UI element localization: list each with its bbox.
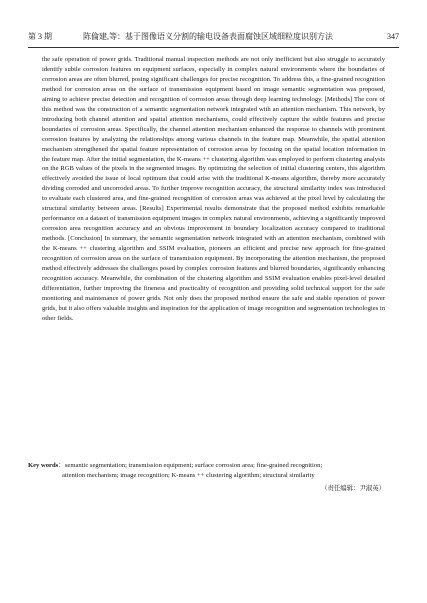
running-header [28,30,399,44]
header-rule [28,47,399,48]
responsible-editor: （责任编辑：尹淑英） [321,485,385,492]
abstract-body: the safe operation of power grids. Traditional manual inspection methods are not only inefficient but also struggle to accurately identify subtle corrosion features on equipment surfaces, especially in complex natural environments where the boundaries of corrosion areas are often blurred, posing significant challenges for precise recognition. To address this, a fine-grained recognition method for corrosion areas on the surface of transmission equipment based on image semantic segmentation was proposed, aiming to achieve precise detection and recognition of corrosion areas through deep learning technology. [Methods] The core of this method was the construction of a semantic segmentation network integrated with an attention mechanism. This network, by introducing both channel attention and spatial attention mechanisms, could effectively capture the subtle features and precise boundaries of corrosion areas. Specifically, the channel attention mechanism enhanced the response to channels with prominent corrosion features by analyzing the relationships among various channels in the feature map. Meanwhile, the spatial attention mechanism strengthened the spatial feature representation of corrosion areas by focusing on the spatial location information in the feature map. After the initial segmentation, the K-means ++ clustering algorithm was employed to perform clustering analysis on the RGB values of the pixels in the segmented images. By optimizing the selection of initial clustering centers, this algorithm effectively avoided the issue of local optimum that could arise with the traditional K-means algorithm, thereby more accurately dividing corroded and uncorroded areas. To further improve recognition accuracy, the structural similarity index was introduced to evaluate each clustered area, and fine-grained recognition of corrosion areas was achieved at the pixel level by calculating the structural similarity between areas. [Results] Experimental results demonstrate that the proposed method exhibits remarkable performance on a dataset of transmission equipment images in complex natural environments, achieving a significantly improved corrosion area recognition accuracy and an obvious improvement in boundary localization accuracy compared to traditional methods. [Conclusion] In summary, the semantic segmentation network integrated with an attention mechanism, combined with the K-means ++ clustering algorithm and SSIM evaluation, pioneers an efficient and precise new approach for fine-grained recognition of corrosion areas on the surface of transmission equipment. By incorporating the attention mechanism, the proposed method effectively addresses the challenges posed by complex corrosion features and blurred boundaries, significantly enhancing recognition accuracy. Meanwhile, the combination of the clustering algorithm and SSIM evaluation enables pixel-level detailed differentiation, further improving the fineness and practicality of recognition and providing solid technical support for the safe monitoring and maintenance of power grids. Not only does the proposed method ensure the safe and stable operation of power grids, but it also offers valuable insights and inspiration for the application of image recognition and segmentation technologies in other fields. [42,56,385,322]
keywords-block [28,461,385,481]
page-number: 347 [387,32,399,41]
keywords-label: Key words [28,462,59,469]
keywords-text-2: attention mechanism; image recognition; K-means ++ clustering algorithm; structural similarity [62,472,315,479]
running-title: 陈倫建,等：基于图像语义分割的输电设备表面腐蚀区域细粒度识别方法 [83,32,333,41]
keywords-text-1: semantic segmentation; transmission equipment; surface corrosion area; fine-grained recognition; [64,462,323,469]
keywords-line-1 [28,461,385,471]
keywords-colon: ： [58,462,65,469]
issue-number: 第 3 期 [28,32,52,41]
